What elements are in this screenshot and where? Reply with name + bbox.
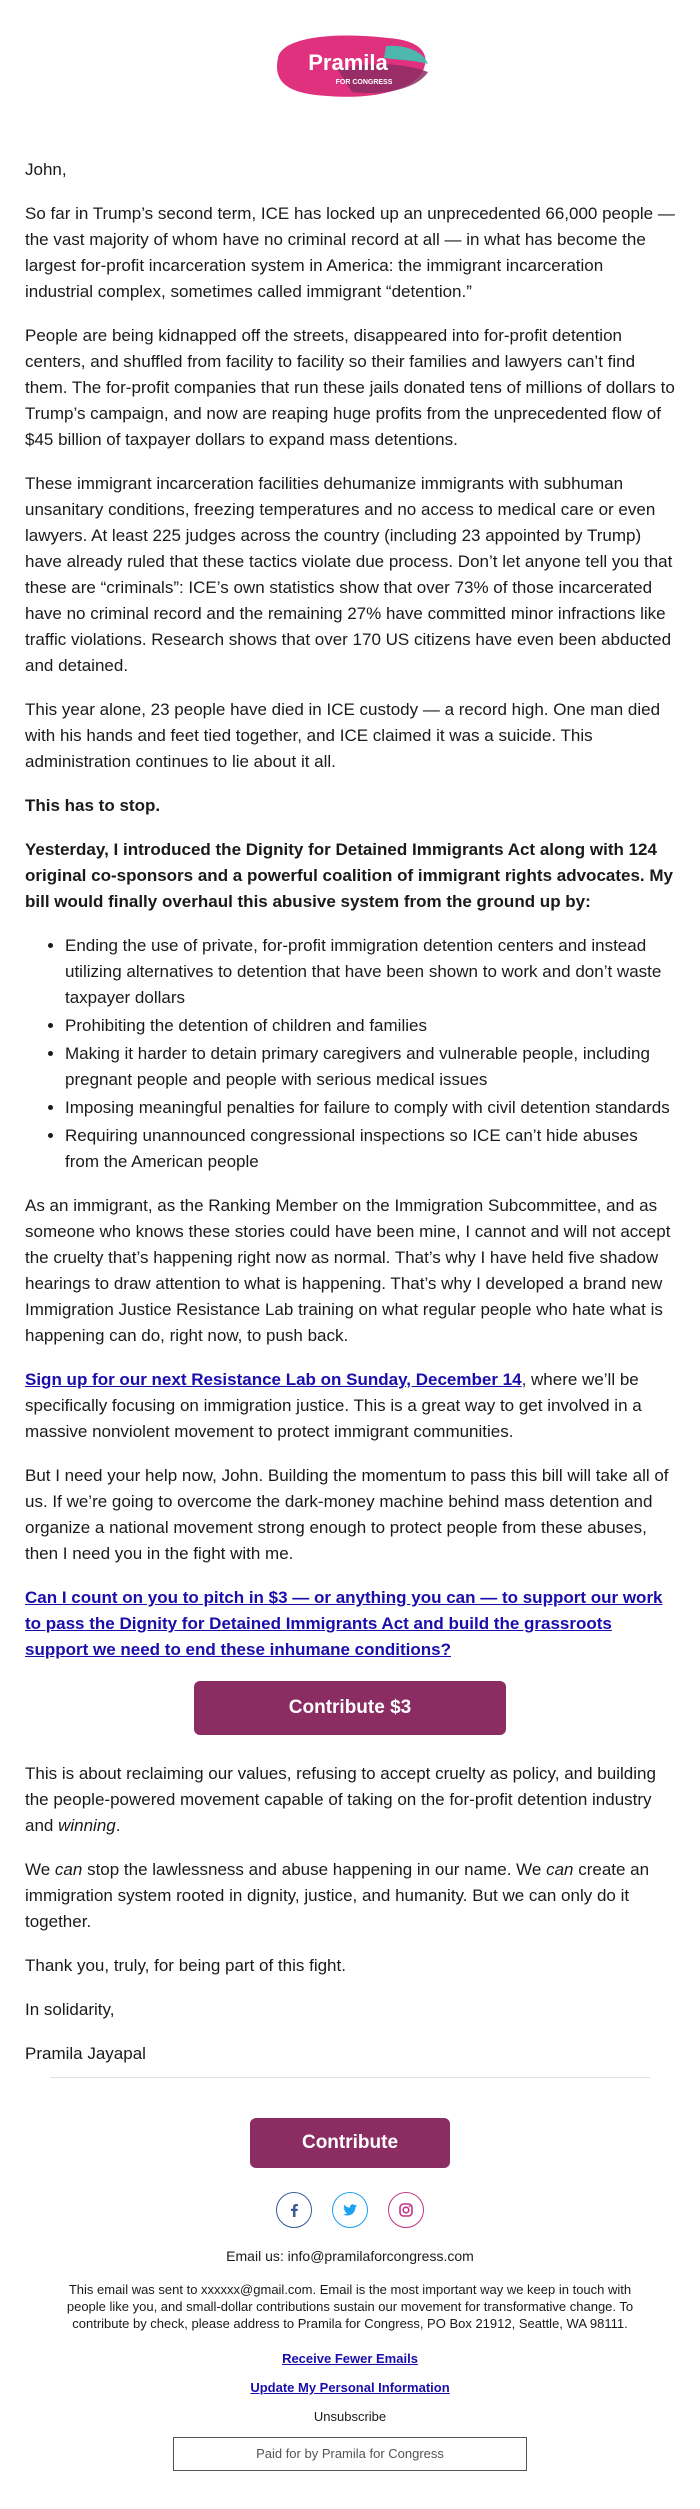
- update-personal-info-link[interactable]: Update My Personal Information: [250, 2380, 450, 2395]
- paragraph-thank-you: Thank you, truly, for being part of this fight.: [25, 1956, 346, 1975]
- signature-name: Pramila Jayapal: [25, 2044, 146, 2063]
- paragraph-12-emphasis-2: can: [546, 1860, 574, 1879]
- list-item: • Ending the use of private, for-profit immigration detention centers and instead utilizing alternatives to detention that have been shown to work and don’t waste taxpayer dollars: [65, 933, 675, 1011]
- paragraph-3: These immigrant incarceration facilities dehumanize immigrants with subhuman unsanitary conditions, freezing temperatures and no access to medical care or even lawyers. At least 225 judges across the country (including 23 appointed by Trump) have already ruled that these tactics violate due process. Don’t let anyone tell you that these are “criminals”: ICE’s own statistics show that over 73% of those incarcerated have no criminal record and the remaining 27% have committed minor infractions like traffic violations. Research shows that over 170 US citizens have even been abducted and detained.: [25, 474, 673, 675]
- pitch-in-link[interactable]: Can I count on you to pitch in $3 — or anything you can — to support our work to pass the Dignity for Detained Immigrants Act and build the grassroots support we need to end these inhumane conditions?: [25, 1588, 663, 1659]
- paragraph-9: But I need your help now, John. Building the momentum to pass this bill will take all of us. If we’re going to overcome the dark-money machine behind mass detention and organize a national movement strong enough to protect people from these abuses, then I need you in the fight with me.: [25, 1466, 669, 1563]
- resistance-lab-signup-link[interactable]: Sign up for our next Resistance Lab on Sunday, December 14: [25, 1370, 522, 1389]
- email-body: [25, 157, 675, 2085]
- contribute-3-button[interactable]: Contribute $3: [194, 1681, 506, 1735]
- logo-name: Pramila: [308, 50, 388, 75]
- receive-fewer-emails-link[interactable]: Receive Fewer Emails: [282, 2351, 418, 2366]
- instagram-icon[interactable]: [388, 2192, 424, 2228]
- contribute-button[interactable]: Contribute: [250, 2118, 450, 2168]
- paid-for-disclaimer: Paid for by Pramila for Congress: [173, 2437, 527, 2471]
- paragraph-11-emphasis: winning: [58, 1816, 116, 1835]
- footer-contribute-wrap: [0, 2118, 700, 2168]
- footer-email-us: Email us: info@pramilaforcongress.com: [226, 2248, 474, 2264]
- paragraph-12-text-b: stop the lawlessness and abuse happening in our name. We: [82, 1860, 547, 1879]
- bill-provisions-list: [65, 933, 675, 1175]
- list-item: • Prohibiting the detention of children and families: [65, 1013, 675, 1039]
- contribute-3-wrap: [25, 1681, 675, 1735]
- paragraph-1: So far in Trump’s second term, ICE has locked up an unprecedented 66,000 people — the vast majority of whom have no criminal record at all — in what has become the largest for-profit incarceration system in America: the immigrant incarceration industrial complex, sometimes called immigrant “detention.”: [25, 204, 675, 301]
- twitter-icon[interactable]: [332, 2192, 368, 2228]
- pramila-logo: [268, 30, 432, 104]
- footer-divider: [50, 2077, 650, 2078]
- resistance-lab-text: , where we’ll be specifically focusing on immigration justice. This is a great way to get involved in a massive nonviolent movement to protect immigrant communities.: [25, 1370, 642, 1441]
- paragraph-4: This year alone, 23 people have died in ICE custody — a record high. One man died with his hands and feet tied together, and ICE claimed it was a suicide. This administration continues to lie about it all.: [25, 700, 661, 771]
- paragraph-bill-intro: Yesterday, I introduced the Dignity for Detained Immigrants Act along with 124 original co-sponsors and a powerful coalition of immigrant rights advocates. My bill would finally overhaul this abusive system from the ground up by:: [25, 840, 673, 911]
- paragraph-2: People are being kidnapped off the streets, disappeared into for-profit detention centers, and shuffled from facility to facility so their families and lawyers can’t find them. The for-profit companies that run these jails donated tens of millions of dollars to Trump’s campaign, and now are reaping huge profits from the unprecedented flow of $45 billion of taxpayer dollars to expand mass detentions.: [25, 326, 675, 449]
- fewer-emails-wrap: [0, 2350, 700, 2367]
- greeting: John,: [25, 160, 67, 179]
- paragraph-12: [25, 1857, 675, 1935]
- paragraph-this-has-to-stop: This has to stop.: [25, 796, 161, 815]
- sign-off: In solidarity,: [25, 2000, 115, 2019]
- list-item: • Imposing meaningful penalties for failure to comply with civil detention standards: [65, 1095, 675, 1121]
- unsubscribe-link[interactable]: Unsubscribe: [313, 2409, 387, 2424]
- email-footer: [0, 2077, 700, 2471]
- paragraph-7: As an immigrant, as the Ranking Member on the Immigration Subcommittee, and as someone who knows these stories could have been mine, I cannot and will not accept the cruelty that’s happening right now as normal. That’s why I have held five shadow hearings to draw attention to what is happening. That’s why I developed a brand new Immigration Justice Resistance Lab training on what regular people who hate what is happening can do, right now, to push back.: [25, 1196, 671, 1345]
- paragraph-12-text-a: We: [25, 1860, 55, 1879]
- paragraph-resistance-lab: [25, 1367, 675, 1445]
- paragraph-11-text: This is about reclaiming our values, refusing to accept cruelty as policy, and building the people-powered movement capable of taking on the for-profit detention industry and: [25, 1764, 656, 1835]
- update-info-wrap: [0, 2379, 700, 2396]
- list-item: • Requiring unannounced congressional inspections so ICE can’t hide abuses from the American people: [65, 1123, 675, 1175]
- paragraph-pitch-in: [25, 1585, 675, 1663]
- footer-disclaimer: This email was sent to xxxxxx@gmail.com. Email is the most important way we keep in touch with people like you, and small-dollar contributions sustain our movement for transformative change. To contribute by check, please address to Pramila for Congress, PO Box 21912, Seattle, WA 98111.: [66, 2282, 634, 2331]
- header-logo-area: [0, 0, 700, 135]
- social-links: [0, 2192, 700, 2228]
- paragraph-12-emphasis-1: can: [54, 1860, 83, 1879]
- paragraph-11: [25, 1761, 675, 1839]
- list-item: • Making it harder to detain primary caregivers and vulnerable people, including pregnant people and people with serious medical issues: [65, 1041, 675, 1093]
- paragraph-12-text-c: create an immigration system rooted in dignity, justice, and humanity. But we can only do it together.: [25, 1860, 650, 1931]
- logo-tagline: FOR CONGRESS: [335, 79, 393, 86]
- facebook-icon[interactable]: [276, 2192, 312, 2228]
- paragraph-11-end: .: [115, 1816, 121, 1835]
